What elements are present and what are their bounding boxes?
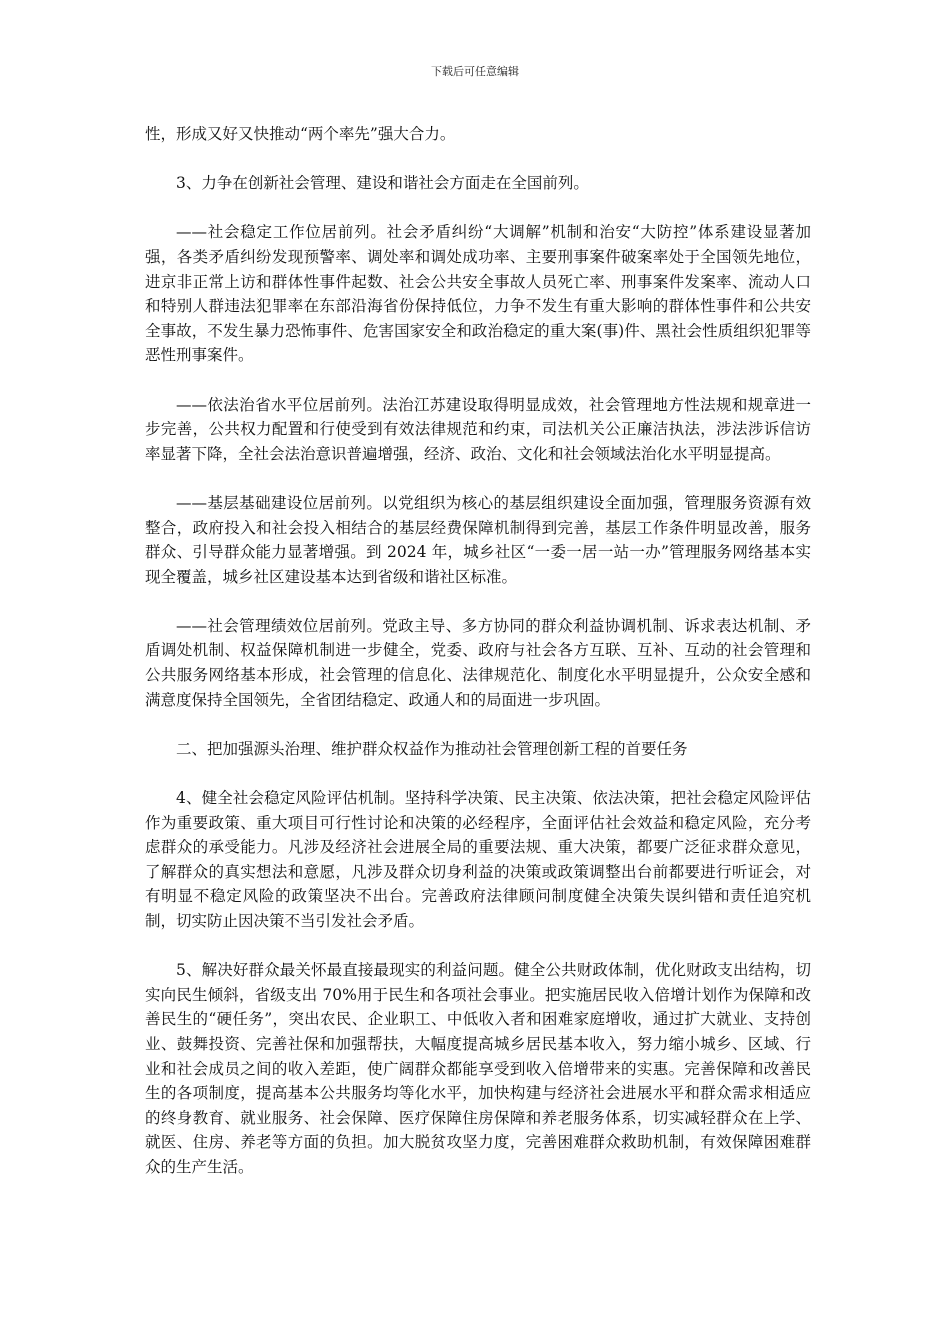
paragraph-management-performance: ——社会管理绩效位居前列。党政主导、多方协同的群众利益协调机制、诉求表达机制、矛盾调处机制、权益保障机制进一步健全，党委、政府与社会各方互联、互补、互动的社会管理和公共服务网络基本形成，社会管理的信息化、法律规范化、制度化水平明显提升，公众安全感和满意度保持全国领先，全省团结稳定、政通人和的局面进一步巩固。 — [145, 616, 811, 709]
document-body — [145, 122, 811, 1204]
section-heading-3: 3、力争在创新社会管理、建设和谐社会方面走在全国前列。 — [176, 174, 589, 193]
paragraph-rule-of-law: ——依法治省水平位居前列。法治江苏建设取得明显成效，社会管理地方性法规和规章进一步完善，公共权力配置和行使受到有效法律规范和约束，司法机关公正廉洁执法，涉法涉诉信访率显著下降，全社会法治意识普遍增强，经济、政治、文化和社会领域法治化水平明显提高。 — [145, 395, 811, 463]
paragraph-social-stability: ——社会稳定工作位居前列。社会矛盾纠纷“大调解”机制和治安“大防控”体系建设显著加强，各类矛盾纠纷发现预警率、调处率和调处成功率、主要刑事案件破案率处于全国领先地位，进京非正常上访和群体性事件起数、社会公共安全事故人员死亡率、刑事案件发案率、流动人口和特别人群违法犯罪率在东部沿海省份保持低位，力争不发生有重大影响的群体性事件和公共安全事故，不发生暴力恐怖事件、危害国家安全和政治稳定的重大案(事)件、黑社会性质组织犯罪等恶性刑事案件。 — [145, 223, 811, 365]
page-header: 下载后可任意编辑 — [431, 65, 519, 78]
paragraph-continuation: 性，形成又好又快推动“两个率先”强大合力。 — [145, 125, 456, 143]
paragraph-grassroots: ——基层基础建设位居前列。以党组织为核心的基层组织建设全面加强，管理服务资源有效整合，政府投入和社会投入相结合的基层经费保障机制得到完善，基层工作条件明显改善，服务群众、引导群众能力显著增强。到 2024 年，城乡社区“一委一居一站一办”管理服务网络基本实现全覆盖，城乡社区建设基本达到省级和谐社区标准。 — [145, 493, 811, 586]
paragraph-item-5: 5、解决好群众最关怀最直接最现实的利益问题。健全公共财政体制，优化财政支出结构，切实向民生倾斜，省级支出 70%用于民生和各项社会事业。把实施居民收入倍增计划作为保障和改善民生的“硬任务”，突出农民、企业职工、中低收入者和困难家庭增收，通过扩大就业、支持创业、鼓舞投资、完善社保和加强帮扶，大幅度提高城乡居民基本收入，努力缩小城乡、区域、行业和社会成员之间的收入差距，使广阔群众都能享受到收入倍增带来的实惠。完善保障和改善民生的各项制度，提高基本公共服务均等化水平，加快构建与经济社会进展水平和群众需求相适应的终身教育、就业服务、社会保障、医疗保障住房保障和养老服务体系，切实减轻群众在上学、就医、住房、养老等方面的负担。加大脱贫攻坚力度，完善困难群众救助机制，有效保障困难群众的生产生活。 — [145, 961, 811, 1176]
paragraph-item-4: 4、健全社会稳定风险评估机制。坚持科学决策、民主决策、依法决策，把社会稳定风险评估作为重要政策、重大项目可行性讨论和决策的必经程序，全面评估社会效益和稳定风险，充分考虑群众的承受能力。凡涉及经济社会进展全局的重要法规、重大决策，都要广泛征求群众意见，了解群众的真实想法和意愿，凡涉及群众切身利益的决策或政策调整出台前都要进行听证会，对有明显不稳定风险的政策坚决不出台。完善政府法律顾问制度健全决策失误纠错和责任追究机制，切实防止因决策不当引发社会矛盾。 — [145, 789, 811, 930]
section-heading-2: 二、把加强源头治理、维护群众权益作为推动社会管理创新工程的首要任务 — [176, 739, 688, 758]
